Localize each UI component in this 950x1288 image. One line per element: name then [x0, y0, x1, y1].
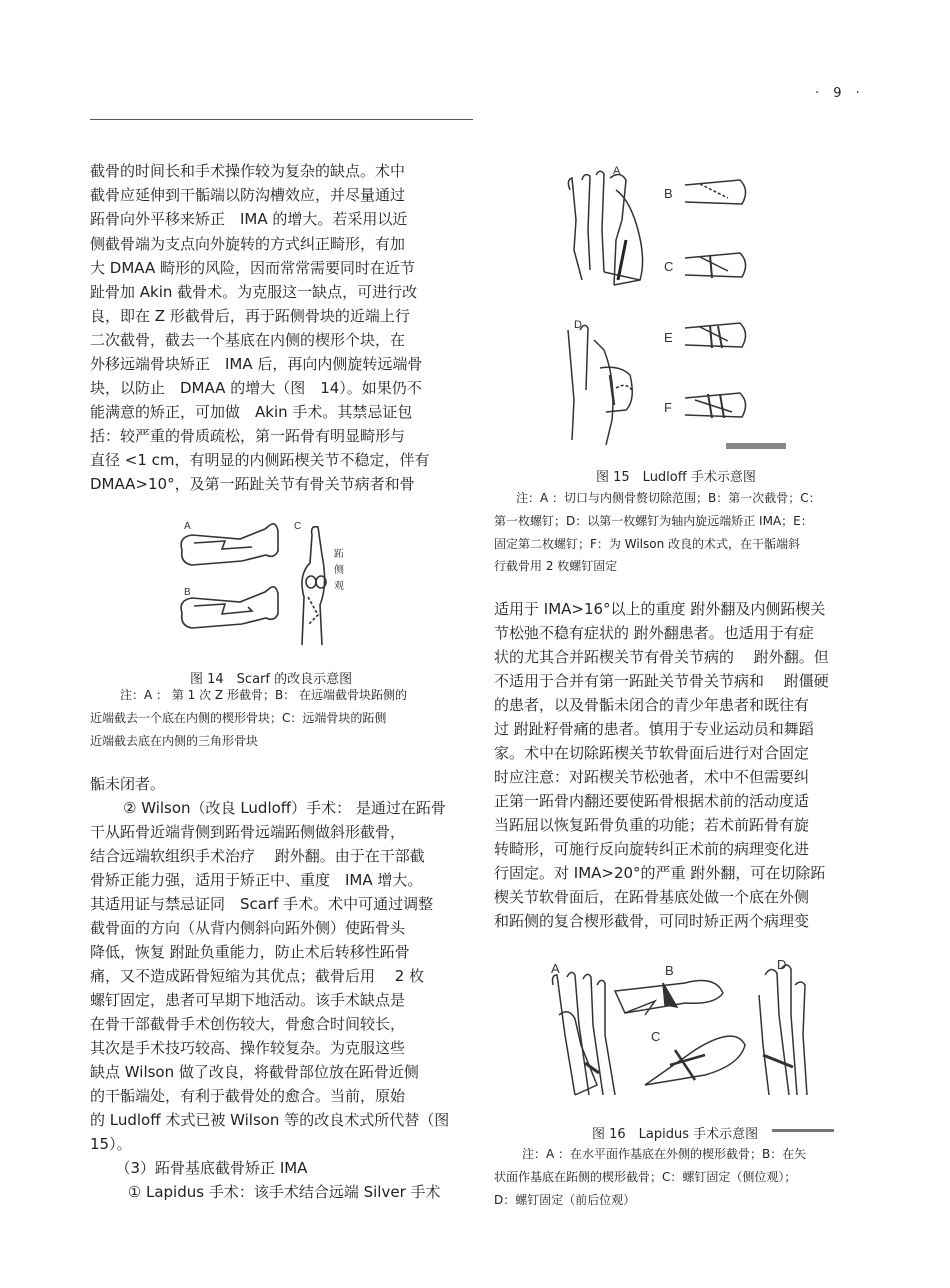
fig14-label-zhi: 跖 [334, 549, 344, 560]
fig16-label-a: A [551, 961, 560, 976]
note-line: 近端截去底在内侧的三角形骨块 [90, 734, 259, 748]
text-line: 干从跖骨近端背侧到跖骨远端跖侧做斜形截骨， [90, 823, 406, 841]
text-line: 结合远端软组织手术治疗 跗外翻。由于在干部截 [90, 847, 425, 865]
figure-14-illustration [170, 515, 360, 645]
text-line: 当跖屈以恢复跖骨负重的功能；若术前跖骨有旋 [494, 816, 810, 834]
text-line: 骺未闭者。 [90, 775, 166, 793]
text-line: 状的尤其合并跖楔关节有骨关节病的 跗外翻。但 [494, 648, 829, 666]
text-line: 痛，又不造成跖骨短缩为其优点；截骨后用 2 枚 [90, 967, 425, 985]
fig15-label-e: E [664, 330, 673, 345]
text-line: 在骨干部截骨手术创伤较大，骨愈合时间较长， [90, 1015, 406, 1033]
text-line: ② Wilson（改良 Ludloff）手术： 是通过在跖骨 [108, 799, 446, 817]
text-line: 外移远端骨块矫正 IMA 后，再向内侧旋转远端骨 [90, 355, 423, 373]
text-line: 趾骨加 Akin 截骨术。为克服这一缺点，可进行改 [90, 283, 418, 301]
text-line: 块，以防止 DMAA 的增大（图 14）。如果仍不 [90, 379, 422, 397]
text-line: 不适用于合并有第一跖趾关节骨关节病和 跗僵硬 [494, 672, 829, 690]
text-line: 的 Ludloff 术式已被 Wilson 等的改良术式所代替（图 [90, 1111, 450, 1129]
text-line: 缺点 Wilson 做了改良，将截骨部位放在跖骨近侧 [90, 1063, 419, 1081]
fig16-label-d: D [777, 957, 787, 972]
figure-16-illustration [545, 955, 820, 1110]
text-line: 直径 <1 cm，有明显的内侧跖楔关节不稳定，伴有 [90, 451, 430, 469]
note-line: 固定第二枚螺钉；F：为 Wilson 改良的术式，在干骺端斜 [494, 537, 801, 551]
text-line: 的干骺端处，有利于截骨处的愈合。当前，原始 [90, 1087, 406, 1105]
text-line: 大 DMAA 畸形的风险，因而常常需要同时在近节 [90, 259, 415, 277]
text-line: 良，即在 Z 形截骨后，再于跖侧骨块的近端上行 [90, 307, 410, 325]
note-line: 近端截去一个底在内侧的楔形骨块；C：远端骨块的跖侧 [90, 711, 387, 725]
fig15-label-f: F [664, 400, 672, 415]
text-line: ① Lapidus 手术：该手术结合远端 Silver 手术 [108, 1183, 441, 1201]
figure-14-caption: 图 14 Scarf 的改良示意图 [190, 672, 353, 687]
note-line: 注：A ：在水平面作基底在外侧的楔形截骨；B：在矢 [522, 1147, 807, 1161]
text-line: 截骨面的方向（从背内侧斜向跖外侧）使跖骨头 [90, 919, 406, 937]
fig15-label-a: A [613, 165, 621, 177]
text-line: （3）跖骨基底截骨矫正 IMA [108, 1159, 308, 1177]
text-line: 能满意的矫正，可加做 Akin 手术。其禁忌证包 [90, 403, 413, 421]
text-line: 跖骨向外平移来矫正 IMA 的增大。若采用以近 [90, 210, 408, 228]
note-line: 注：A ：切口与内侧骨赘切除范围；B：第一次截骨；C： [516, 491, 821, 505]
text-line: 侧截骨端为支点向外旋转的方式纠正畸形，有加 [90, 235, 406, 253]
text-line: 过 跗趾籽骨痛的患者。慎用于专业运动员和舞蹈 [494, 720, 814, 738]
page-number: · 9 · [815, 86, 865, 101]
fig14-label-b: B [184, 587, 191, 598]
figure-15-illustration [560, 160, 790, 455]
text-line: 骨矫正能力强，适用于矫正中、重度 IMA 增大。 [90, 871, 423, 889]
text-line: 行固定。对 IMA>20°的严重 跗外翻，可在切除跖 [494, 864, 826, 882]
text-line: 15）。 [90, 1135, 132, 1153]
note-line: 行截骨用 2 枚螺钉固定 [494, 559, 618, 573]
text-line: 括：较严重的骨质疏松，第一跖骨有明显畸形与 [90, 427, 406, 445]
fig15-label-b: B [664, 186, 673, 201]
text-line: DMAA>10°，及第一跖趾关节有骨关节病者和骨 [90, 475, 415, 493]
note-line: 状面作基底在跖侧的楔形截骨；C：螺钉固定（侧位观）； [494, 1170, 797, 1184]
text-line: 降低，恢复 跗趾负重能力，防止术后转移性跖骨 [90, 943, 410, 961]
note-line: D：螺钉固定（前后位观） [494, 1193, 636, 1207]
fig14-label-guan: 观 [334, 581, 344, 592]
figure-16-rule [772, 1129, 834, 1132]
text-line: 转畸形，可施行反向旋转纠正术前的病理变化进 [494, 840, 810, 858]
text-line: 螺钉固定，患者可早期下地活动。该手术缺点是 [90, 991, 406, 1009]
text-line: 和跖侧的复合楔形截骨，可同时矫正两个病理变 [494, 912, 810, 930]
text-line: 楔关节软骨面后，在跖骨基底处做一个底在外侧 [494, 888, 810, 906]
fig15-label-c: C [664, 259, 674, 274]
fig14-label-a: A [184, 521, 191, 532]
fig16-label-c: C [651, 1029, 661, 1044]
figure-15-caption: 图 15 Ludloff 手术示意图 [596, 470, 756, 485]
text-line: 截骨的时间长和手术操作较为复杂的缺点。术中 [90, 162, 406, 180]
text-line: 正第一跖骨内翻还要使跖骨根据术前的活动度适 [494, 792, 810, 810]
fig15-label-d: D [574, 319, 582, 331]
text-line: 截骨应延伸到干骺端以防沟槽效应，并尽量通过 [90, 186, 406, 204]
text-line: 二次截骨，截去一个基底在内侧的楔形个块，在 [90, 331, 406, 349]
header-rule [90, 119, 473, 120]
text-line: 其次是手术技巧较高、操作较复杂。为克服这些 [90, 1039, 406, 1057]
figure-16-caption: 图 16 Lapidus 手术示意图 [592, 1127, 759, 1142]
note-line: 第一枚螺钉；D：以第一枚螺钉为轴内旋远端矫正 IMA；E： [494, 514, 813, 528]
fig16-label-b: B [665, 963, 674, 978]
text-line: 适用于 IMA>16°以上的重度 跗外翻及内侧跖楔关 [494, 600, 826, 618]
text-line: 家。术中在切除跖楔关节软骨面后进行对合固定 [494, 744, 810, 762]
fig14-label-c: C [294, 521, 302, 532]
text-line: 时应注意：对跖楔关节松弛者，术中不但需要纠 [494, 768, 810, 786]
note-line: 注：A ： 第 1 次 Z 形截骨；B： 在远端截骨块跖侧的 [120, 688, 407, 702]
text-line: 节松弛不稳有症状的 跗外翻患者。也适用于有症 [494, 624, 814, 642]
text-line: 其适用证与禁忌证同 Scarf 手术。术中可通过调整 [90, 895, 434, 913]
text-line: 的患者，以及骨骺未闭合的青少年患者和既往有 [494, 696, 810, 714]
fig14-label-ce: 侧 [334, 565, 344, 576]
